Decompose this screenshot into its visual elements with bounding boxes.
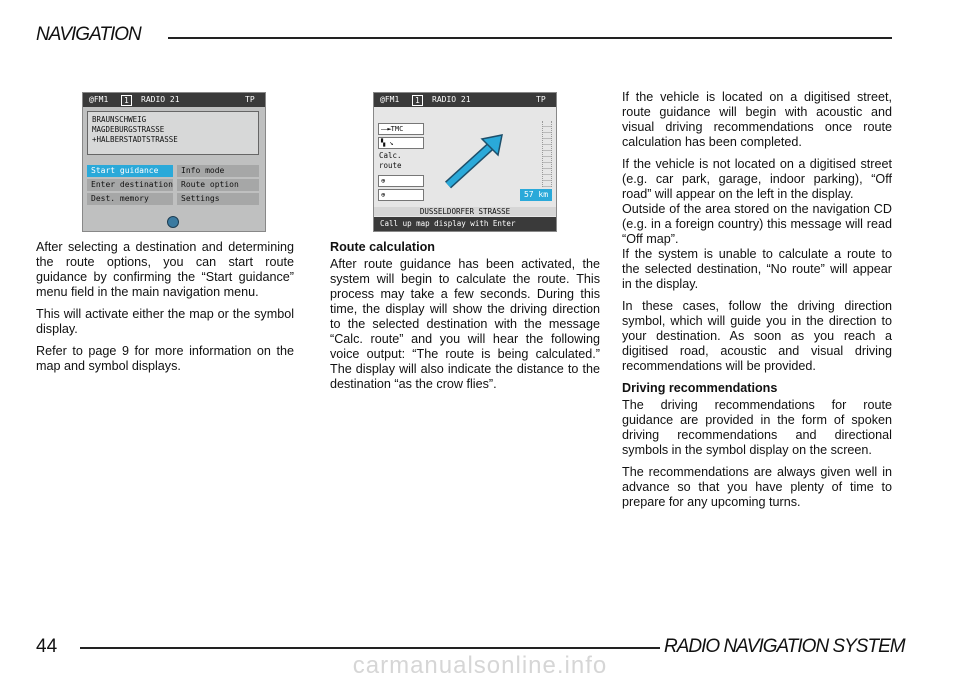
distance-scale: [542, 121, 552, 187]
page-number: 44: [36, 636, 58, 657]
preset-number: 1: [121, 95, 132, 106]
address-cross-street: +HALBERSTADTSTRASSE: [92, 135, 178, 144]
watermark: carmanualsonline.info: [352, 652, 608, 679]
road-symbol-box: [378, 137, 424, 149]
footer-title: RADIO NAVIGATION SYSTEM: [664, 636, 905, 657]
paragraph: This will activate either the map or the symbol display.: [36, 307, 294, 336]
menu-route-option[interactable]: Route option: [177, 179, 259, 191]
driving-recommendations-heading: Driving recommendations: [622, 381, 778, 395]
menu-start-guidance[interactable]: Start guidance: [87, 165, 173, 177]
direction-arrow-icon: [440, 131, 510, 193]
station-name: RADIO 21: [141, 95, 180, 104]
tmc-box: ——►TMC: [378, 123, 424, 135]
paragraph: If the vehicle is located on a digitised street, route guidance will begin with acoustic and visual driving recommendations once route calculation has been completed.: [622, 90, 892, 149]
column-2: [330, 240, 600, 399]
rotary-knob-icon[interactable]: [167, 216, 179, 228]
destination-address: [87, 111, 259, 155]
paragraph: In these cases, follow the driving direction symbol, which will guide you in the direction to your destination. As soon as you reach a digitised road, acoustic and visual driving recommendations will be provided.: [622, 299, 892, 373]
radio-source: @FM1: [380, 95, 400, 104]
menu-info-mode[interactable]: Info mode: [177, 165, 259, 177]
tmc-label: TMC: [390, 125, 404, 133]
distance-badge: 57 km: [520, 189, 552, 201]
address-street: MAGDEBURGSTRASSE: [92, 125, 165, 134]
paragraph: After selecting a destination and determining the route options, you can start route guidance by confirming the “Start guidance” menu field in the main navigation menu.: [36, 240, 294, 299]
paragraph: The driving recommendations for route guidance are provided in the form of spoken driving recommendations and directional symbols in the symbol display on the screen.: [622, 398, 892, 457]
menu-enter-destination[interactable]: Enter destination: [87, 179, 173, 191]
radio-source: @FM1: [89, 95, 109, 104]
compass-icon-box: ⊕: [378, 175, 424, 187]
menu-settings[interactable]: Settings: [177, 193, 259, 205]
header-rule: [168, 37, 892, 39]
current-street: DUSSELDORFER STRASSE: [374, 207, 556, 216]
tp-indicator: TP: [536, 95, 546, 104]
calc-label: Calc.: [379, 151, 402, 160]
route-label: route: [379, 161, 402, 170]
route-calc-screen: [373, 92, 557, 232]
preset-number: 1: [412, 95, 423, 106]
column-1: [36, 240, 294, 381]
paragraph: Outside of the area stored on the navigation CD (e.g. in a foreign country) this message will read “Off map”.: [622, 202, 892, 246]
help-bar: Call up map display with Enter: [374, 217, 556, 231]
menu-dest-memory[interactable]: Dest. memory: [87, 193, 173, 205]
nav-menu-screen: [82, 92, 266, 232]
column-3: [622, 90, 892, 517]
paragraph: The recommendations are always given well in advance so that you have plenty of time to prepare for any upcoming turns.: [622, 465, 892, 509]
status-bar: [83, 93, 265, 107]
status-bar: [374, 93, 556, 107]
station-name: RADIO 21: [432, 95, 471, 104]
tp-indicator: TP: [245, 95, 255, 104]
destination-icon-box: ⊕: [378, 189, 424, 201]
paragraph: If the system is unable to calculate a route to the selected destination, “No route” will appear in the display.: [622, 247, 892, 291]
calc-route-message: [379, 151, 402, 171]
paragraph: Refer to page 9 for more information on the map and symbol displays.: [36, 344, 294, 373]
road-icon: ▚ ↘: [381, 139, 394, 147]
section-title: NAVIGATION: [36, 24, 141, 45]
footer-rule: [80, 647, 660, 649]
paragraph: If the vehicle is not located on a digitised street (e.g. car park, garage, indoor parking), “Off road” will appear on the left in the display.: [622, 157, 892, 201]
address-city: BRAUNSCHWEIG: [92, 115, 147, 124]
route-calculation-heading: Route calculation: [330, 240, 435, 254]
paragraph: After route guidance has been activated, the system will begin to calculate the route. This process may take a few seconds. During this time, the display will show the driving direction to the selected destination with the message “Calc. route” and you will hear the following voice output: “The route is being calculated.” The display will also indicate the distance to the destination “as the crow flies”.: [330, 257, 600, 391]
